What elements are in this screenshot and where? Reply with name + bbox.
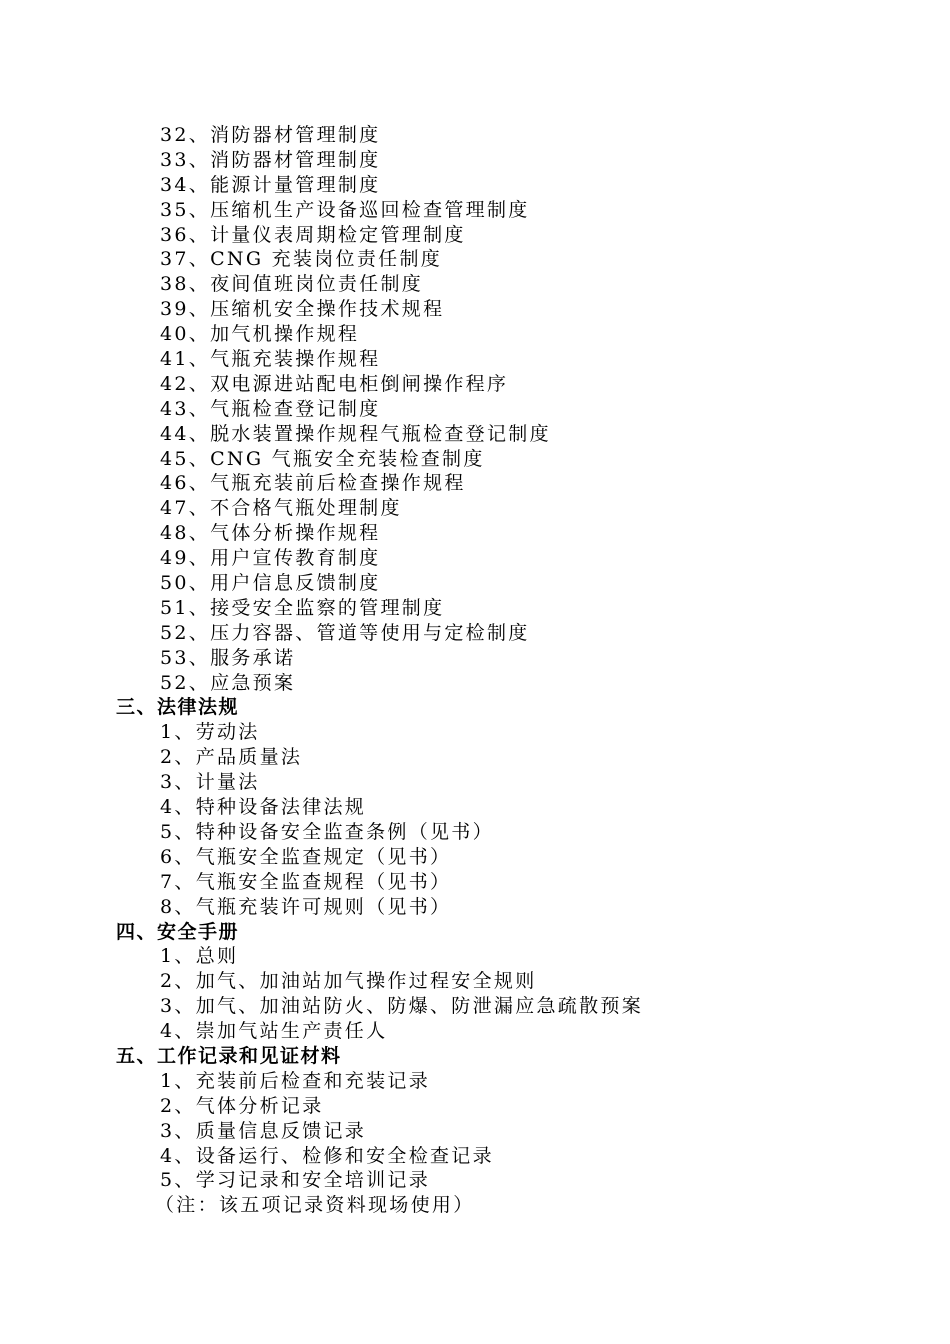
- list-item: 49、用户宣传教育制度: [160, 547, 381, 570]
- list-item: 44、脱水装置操作规程气瓶检查登记制度: [160, 422, 551, 445]
- list-item: 5、学习记录和安全培训记录: [160, 1169, 430, 1192]
- list-item: 6、气瓶安全监查规定（见书）: [160, 845, 452, 868]
- list-item: 32、消防器材管理制度: [160, 124, 381, 146]
- list-item: 2、气体分析记录: [160, 1094, 324, 1117]
- list-item: 2、产品质量法: [160, 746, 303, 769]
- list-item: 1、充装前后检查和充装记录: [160, 1069, 430, 1092]
- list-item: 46、气瓶充装前后检查操作规程: [160, 472, 466, 495]
- list-item: 51、接受安全监察的管理制度: [160, 596, 445, 619]
- list-item: 53、服务承诺: [160, 646, 296, 669]
- records-note: （注：该五项记录资料现场使用）: [155, 1194, 475, 1217]
- list-item: 36、计量仪表周期检定管理制度: [160, 223, 466, 246]
- list-item: 42、双电源进站配电柜倒闸操作程序: [160, 372, 509, 395]
- section-heading-work-records: 五、工作记录和见证材料: [116, 1044, 342, 1067]
- list-item: 3、计量法: [160, 771, 260, 794]
- document-body: [0, 123, 950, 1218]
- list-item: 8、气瓶充装许可规则（见书）: [160, 895, 452, 918]
- section-heading-laws: 三、法律法规: [116, 696, 240, 719]
- list-item: 35、压缩机生产设备巡回检查管理制度: [160, 198, 530, 221]
- list-item: 3、质量信息反馈记录: [160, 1119, 367, 1142]
- list-item: 33、消防器材管理制度: [160, 148, 381, 171]
- list-item: 41、气瓶充装操作规程: [160, 348, 381, 371]
- list-item: 38、夜间值班岗位责任制度: [160, 273, 424, 296]
- list-item: 4、特种设备法律法规: [160, 796, 367, 819]
- list-item: 43、气瓶检查登记制度: [160, 397, 381, 420]
- section-heading-safety-manual: 四、安全手册: [116, 920, 240, 943]
- list-item: 4、崇加气站生产责任人: [160, 1020, 388, 1043]
- list-item: 2、加气、加油站加气操作过程安全规则: [160, 970, 537, 993]
- list-item: 1、总则: [160, 945, 239, 968]
- list-item: 34、能源计量管理制度: [160, 173, 381, 196]
- list-item: 50、用户信息反馈制度: [160, 572, 381, 595]
- list-item: 40、加气机操作规程: [160, 323, 360, 346]
- list-item: 45、CNG 气瓶安全充装检查制度: [160, 447, 485, 470]
- list-item: 4、设备运行、检修和安全检查记录: [160, 1144, 494, 1167]
- list-item: 47、不合格气瓶处理制度: [160, 497, 402, 520]
- list-item: 52、压力容器、管道等使用与定检制度: [160, 621, 530, 644]
- list-item: 1、劳动法: [160, 721, 260, 744]
- list-item: 48、气体分析操作规程: [160, 522, 381, 545]
- list-item: 37、CNG 充装岗位责任制度: [160, 248, 443, 271]
- list-item: 7、气瓶安全监查规程（见书）: [160, 870, 452, 893]
- list-item: 5、特种设备安全监查条例（见书）: [160, 820, 494, 843]
- list-item: 52、应急预案: [160, 671, 296, 694]
- list-item: 3、加气、加油站防火、防爆、防泄漏应急疏散预案: [160, 995, 643, 1018]
- list-item: 39、压缩机安全操作技术规程: [160, 298, 445, 321]
